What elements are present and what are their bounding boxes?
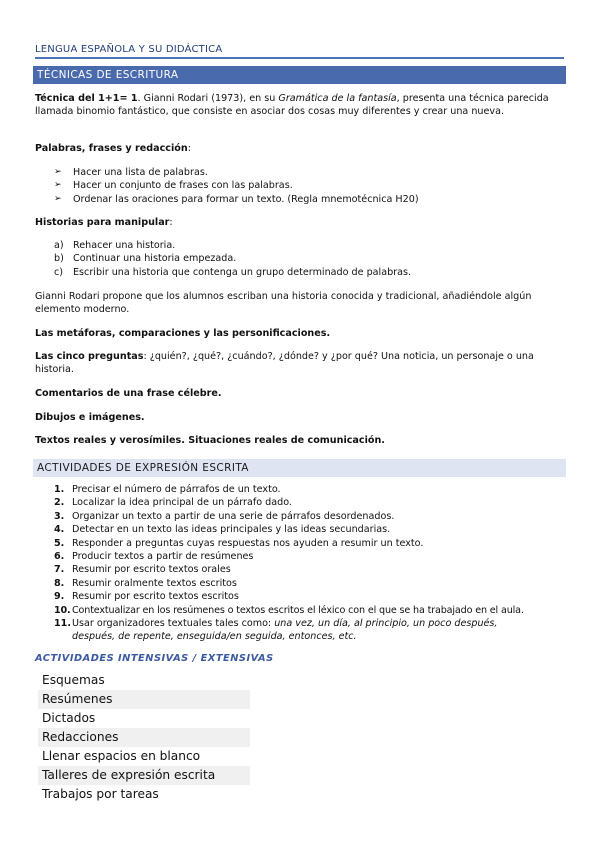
palabras-heading-text: Palabras, frases y redacción: [35, 143, 188, 154]
actividades-list: [54, 483, 564, 644]
list-item: [54, 483, 564, 496]
list-item: [54, 590, 564, 603]
list-number: 8.: [54, 577, 65, 589]
list-number: 1.: [54, 484, 65, 495]
list-item: [54, 239, 411, 252]
tecnica-text-b: , presenta una técnica parecida llamada binomio fantástico, que consiste en asociar dos cosas muy diferentes y crear una nueva.: [35, 93, 549, 118]
palabras-list: [54, 166, 419, 206]
list-item: [54, 510, 564, 523]
list-item-text: Organizar un texto a partir de una serie de párrafos desordenados.: [72, 510, 395, 522]
tecnica-book-title: Gramática de la fantasía: [278, 93, 397, 104]
comentarios-text: Comentarios de una frase célebre.: [35, 388, 222, 399]
activity-item: Talleres de expresión escrita: [38, 766, 250, 785]
activity-item: Resúmenes: [38, 690, 250, 709]
palabras-colon: :: [187, 143, 191, 154]
cinco-preguntas-paragraph: [35, 350, 564, 377]
palabras-heading: [35, 142, 564, 155]
list-item: [54, 577, 564, 590]
metaforas-line: [35, 327, 564, 340]
textos-reales-line: [35, 434, 564, 447]
list-item: [54, 166, 419, 179]
arrow-bullet-icon: ➢: [54, 193, 62, 204]
list-item-italic: una vez, un día, al principio, un poco después,: [274, 618, 498, 630]
list-item-text: Resumir por escrito textos orales: [72, 564, 231, 576]
list-item-text: Producir textos a partir de resúmenes: [72, 551, 254, 563]
list-number: 10.: [54, 604, 71, 616]
list-item: [54, 496, 564, 509]
section-title-intensivas: ACTIVIDADES INTENSIVAS / EXTENSIVAS: [35, 653, 274, 664]
metaforas-text: Las metáforas, comparaciones y las personificaciones.: [35, 328, 331, 339]
list-item: [54, 252, 411, 265]
list-number: 9.: [54, 591, 65, 603]
cinco-preguntas-heading: Las cinco preguntas: [35, 351, 144, 362]
list-number: 3.: [54, 510, 65, 522]
list-item: [54, 550, 564, 563]
list-item-text: Precisar el número de párrafos de un texto.: [72, 484, 281, 495]
list-number: 7.: [54, 564, 65, 576]
comentarios-line: [35, 387, 564, 400]
activity-item: Trabajos por tareas: [42, 787, 159, 801]
arrow-bullet-icon: ➢: [54, 180, 62, 191]
section-title-tecnicas: TÉCNICAS DE ESCRITURA: [33, 66, 566, 84]
list-number: 4.: [54, 524, 65, 536]
list-item-text: Usar organizadores textuales tales como:: [72, 618, 275, 630]
activity-item: Redacciones: [38, 728, 250, 747]
dibujos-line: [35, 411, 564, 424]
list-number: 6.: [54, 551, 65, 563]
list-item-text: Resumir por escrito textos escritos: [72, 591, 239, 603]
list-item: [54, 266, 411, 279]
list-item-text: Continuar una historia empezada.: [73, 253, 237, 265]
list-item-text: Contextualizar en los resúmenes o textos escritos el léxico con el que se ha trabajado en el aula.: [72, 604, 524, 616]
list-item-text: Hacer un conjunto de frases con las palabras.: [73, 180, 293, 192]
list-item: [54, 523, 564, 536]
list-item: [54, 617, 564, 644]
list-item-text: Detectar en un texto las ideas principales y las ideas secundarias.: [72, 524, 391, 536]
list-item: [54, 563, 564, 576]
list-item-text: Localizar la idea principal de un párrafo dado.: [72, 497, 292, 509]
list-item-text: Escribir una historia que contenga un grupo determinado de palabras.: [73, 266, 412, 278]
list-marker: c): [54, 266, 64, 278]
tecnica-paragraph: [35, 92, 564, 119]
textos-reales-text: Textos reales y verosímiles. Situaciones reales de comunicación.: [35, 435, 385, 446]
section-title-actividades: ACTIVIDADES DE EXPRESIÓN ESCRITA: [33, 459, 566, 477]
arrow-bullet-icon: ➢: [54, 167, 62, 177]
historias-list: [54, 239, 411, 279]
list-item-italic-continued: después, de repente, enseguida/en seguida, entonces, etc.: [72, 631, 357, 643]
list-marker: a): [54, 240, 64, 251]
list-item: [54, 179, 419, 192]
list-number: 5.: [54, 537, 65, 549]
rodari-paragraph: Gianni Rodari propone que los alumnos escriban una historia conocida y tradicional, añadiéndole algún elemento moderno.: [35, 291, 532, 316]
list-item-text: Responder a preguntas cuyas respuestas nos ayuden a resumir un texto.: [72, 537, 424, 549]
list-item: [54, 537, 564, 550]
cinco-preguntas-text: : ¿quién?, ¿qué?, ¿cuándo?, ¿dónde? y ¿por qué? Una noticia, un personaje o una historia.: [35, 351, 534, 376]
activity-item: Dictados: [42, 711, 96, 725]
page-header: LENGUA ESPAÑOLA Y SU DIDÁCTICA: [35, 44, 564, 59]
list-number: 11.: [54, 618, 71, 630]
tecnica-text-a: . Gianni Rodari (1973), en su: [137, 93, 279, 104]
dibujos-text: Dibujos e imágenes.: [35, 412, 145, 423]
tecnica-heading: Técnica del 1+1= 1: [35, 93, 138, 104]
list-item-text: Rehacer una historia.: [73, 240, 176, 251]
historias-colon: :: [169, 217, 173, 228]
list-item-text: Resumir oralmente textos escritos: [72, 577, 237, 589]
activity-item: Llenar espacios en blanco: [42, 749, 201, 763]
list-item-text: Ordenar las oraciones para formar un texto. (Regla mnemotécnica H20): [73, 193, 419, 205]
historias-heading: [35, 216, 564, 229]
list-item: [54, 193, 419, 206]
list-item: [54, 604, 564, 617]
list-number: 2.: [54, 497, 65, 509]
activity-item: Esquemas: [42, 673, 105, 687]
historias-heading-text: Historias para manipular: [35, 217, 170, 228]
list-marker: b): [54, 253, 64, 265]
list-item-text: Hacer una lista de palabras.: [73, 167, 208, 178]
